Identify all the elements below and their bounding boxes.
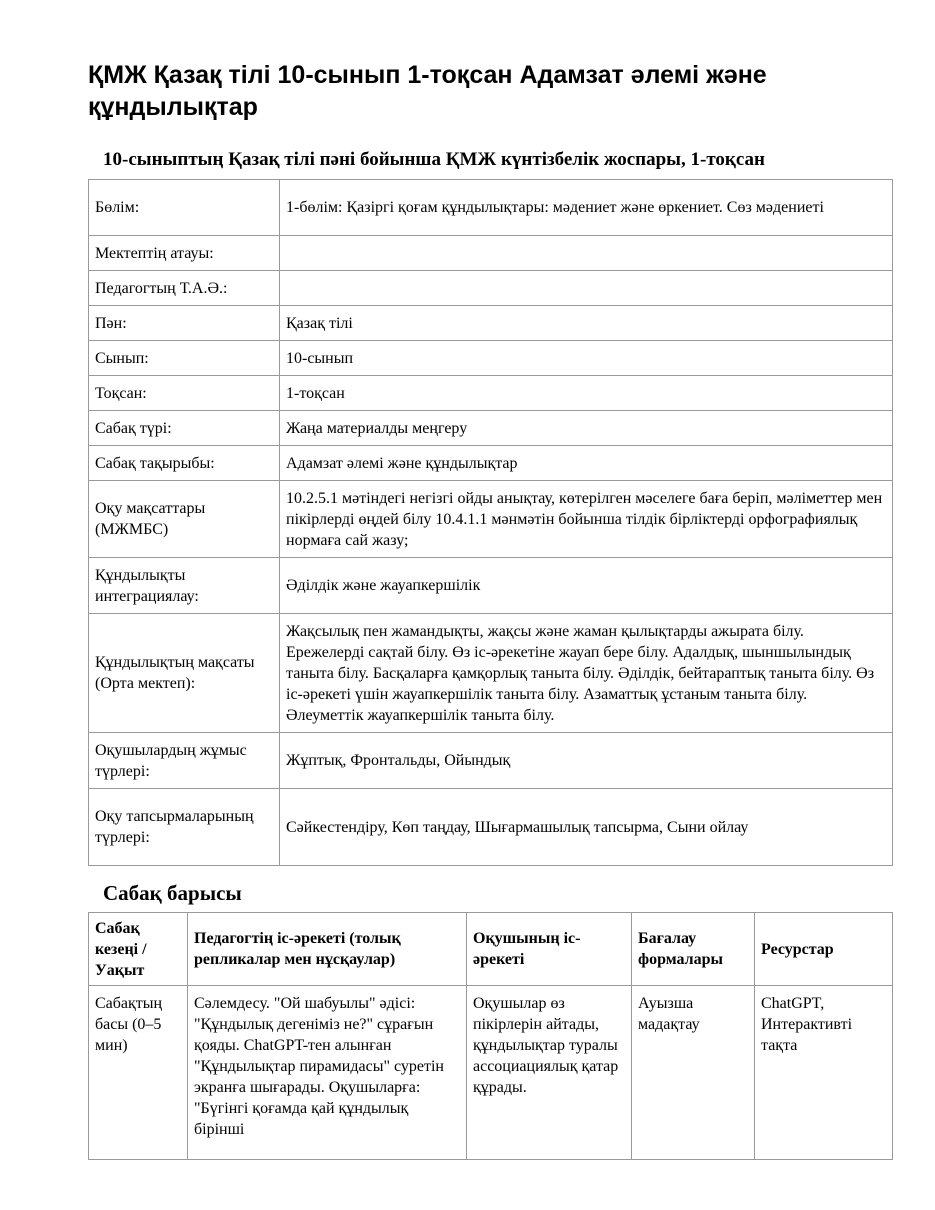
resources-cell (755, 986, 893, 1160)
stage-cell (89, 986, 188, 1160)
student-cell (467, 986, 632, 1160)
info-key: Тоқсан: (89, 376, 280, 411)
info-value: 10-сынып (280, 341, 893, 376)
table-row (89, 558, 893, 614)
table-row (89, 733, 893, 789)
info-value (280, 271, 893, 306)
info-value: 1-тоқсан (280, 376, 893, 411)
info-key: Пән: (89, 306, 280, 341)
info-value (280, 236, 893, 271)
table-row (89, 271, 893, 306)
column-header: Оқушының іс-әрекеті (467, 913, 632, 986)
info-value: Жаңа материалды меңгеру (280, 411, 893, 446)
table-header-row (89, 913, 893, 986)
teacher-text: Сәлемдесу. "Ой шабуылы" әдісі: "Құндылық дегеніміз не?" сұрағын қояды. ChatGPT-тен алынған "Құндылықтар пирамидасы" суретін экранға шығарады. Оқушыларға: "Бүгінгі қоғамда қай құндылық бірінші (194, 995, 444, 1138)
column-header: Бағалау формалары (632, 913, 755, 986)
info-value: 1-бөлім: Қазіргі қоғам құндылықтары: мәдениет және өркениет. Сөз мәдениеті (280, 180, 893, 236)
info-key: Оқушылардың жұмыс түрлері: (89, 733, 280, 789)
info-key: Құндылықты интеграциялау: (89, 558, 280, 614)
table-row (89, 481, 893, 558)
info-key: Педагогтың Т.А.Ә.: (89, 271, 280, 306)
lesson-info-table (88, 179, 893, 866)
info-key: Оқу тапсырмаларының түрлері: (89, 789, 280, 866)
document-title: ҚМЖ Қазақ тілі 10-сынып 1-тоқсан Адамзат әлемі және құндылықтар (88, 61, 767, 121)
plan-subtitle: 10-сыныптың Қазақ тілі пәні бойынша ҚМЖ күнтізбелік жоспары, 1-тоқсан (103, 149, 765, 170)
table-row (89, 986, 893, 1160)
info-value: Жақсылық пен жамандықты, жақсы және жаман қылықтарды ажырата білу. Ережелерді сақтай білу. Өз іс-әрекетіне жауап бере білу. Адалдық, шыншылындық таныта білу. Басқаларға қамқорлық таныта білу. Әділдік, бейтараптық таныта білу. Өз іс-әрекеті үшін жауапкершілік таныта білу. Азаматтық ұстаным таныта білу. Әлеуметтік жауапкершілік таныта білу. (280, 614, 893, 733)
teacher-cell (188, 986, 467, 1160)
stage-text: Сабақтың басы (0–5 мин) (95, 995, 163, 1054)
info-key: Құндылықтың мақсаты (Орта мектеп): (89, 614, 280, 733)
assessment-text: Ауызша мадақтау (638, 995, 700, 1033)
column-header: Ресурстар (755, 913, 893, 986)
lesson-flow-title: Сабақ барысы (103, 881, 242, 905)
info-key: Сынып: (89, 341, 280, 376)
table-row (89, 614, 893, 733)
table-row (89, 236, 893, 271)
student-text: Оқушылар өз пікірлерін айтады, құндылықтар туралы ассоциациялық қатар құрады. (473, 995, 619, 1096)
table-row (89, 411, 893, 446)
info-key: Оқу мақсаттары (МЖМБС) (89, 481, 280, 558)
table-row (89, 341, 893, 376)
info-value: Сәйкестендіру, Көп таңдау, Шығармашылық тапсырма, Сыни ойлау (280, 789, 893, 866)
info-value: Адамзат әлемі және құндылықтар (280, 446, 893, 481)
table-row (89, 446, 893, 481)
table-row (89, 376, 893, 411)
info-key: Мектептің атауы: (89, 236, 280, 271)
column-header: Сабақ кезеңі / Уақыт (89, 913, 188, 986)
assessment-cell (632, 986, 755, 1160)
column-header: Педагогтің іс-әрекеті (толық репликалар мен нұсқаулар) (188, 913, 467, 986)
info-value: Қазақ тілі (280, 306, 893, 341)
table-row (89, 306, 893, 341)
info-key: Бөлім: (89, 180, 280, 236)
info-key: Сабақ түрі: (89, 411, 280, 446)
info-value: Әділдік және жауапкершілік (280, 558, 893, 614)
table-row (89, 180, 893, 236)
info-value: 10.2.5.1 мәтіндегі негізгі ойды анықтау, көтерілген мәселеге баға беріп, мәліметтер мен пікірлерді өңдей білу 10.4.1.1 мәнмәтін бойынша тілдік бірліктерді орфографиялық нормаға сай жазу; (280, 481, 893, 558)
lesson-flow-table (88, 912, 893, 1160)
table-row (89, 789, 893, 866)
info-value: Жұптық, Фронтальды, Ойындық (280, 733, 893, 789)
info-key: Сабақ тақырыбы: (89, 446, 280, 481)
resources-text: ChatGPT, Интерактивті тақта (761, 995, 853, 1054)
